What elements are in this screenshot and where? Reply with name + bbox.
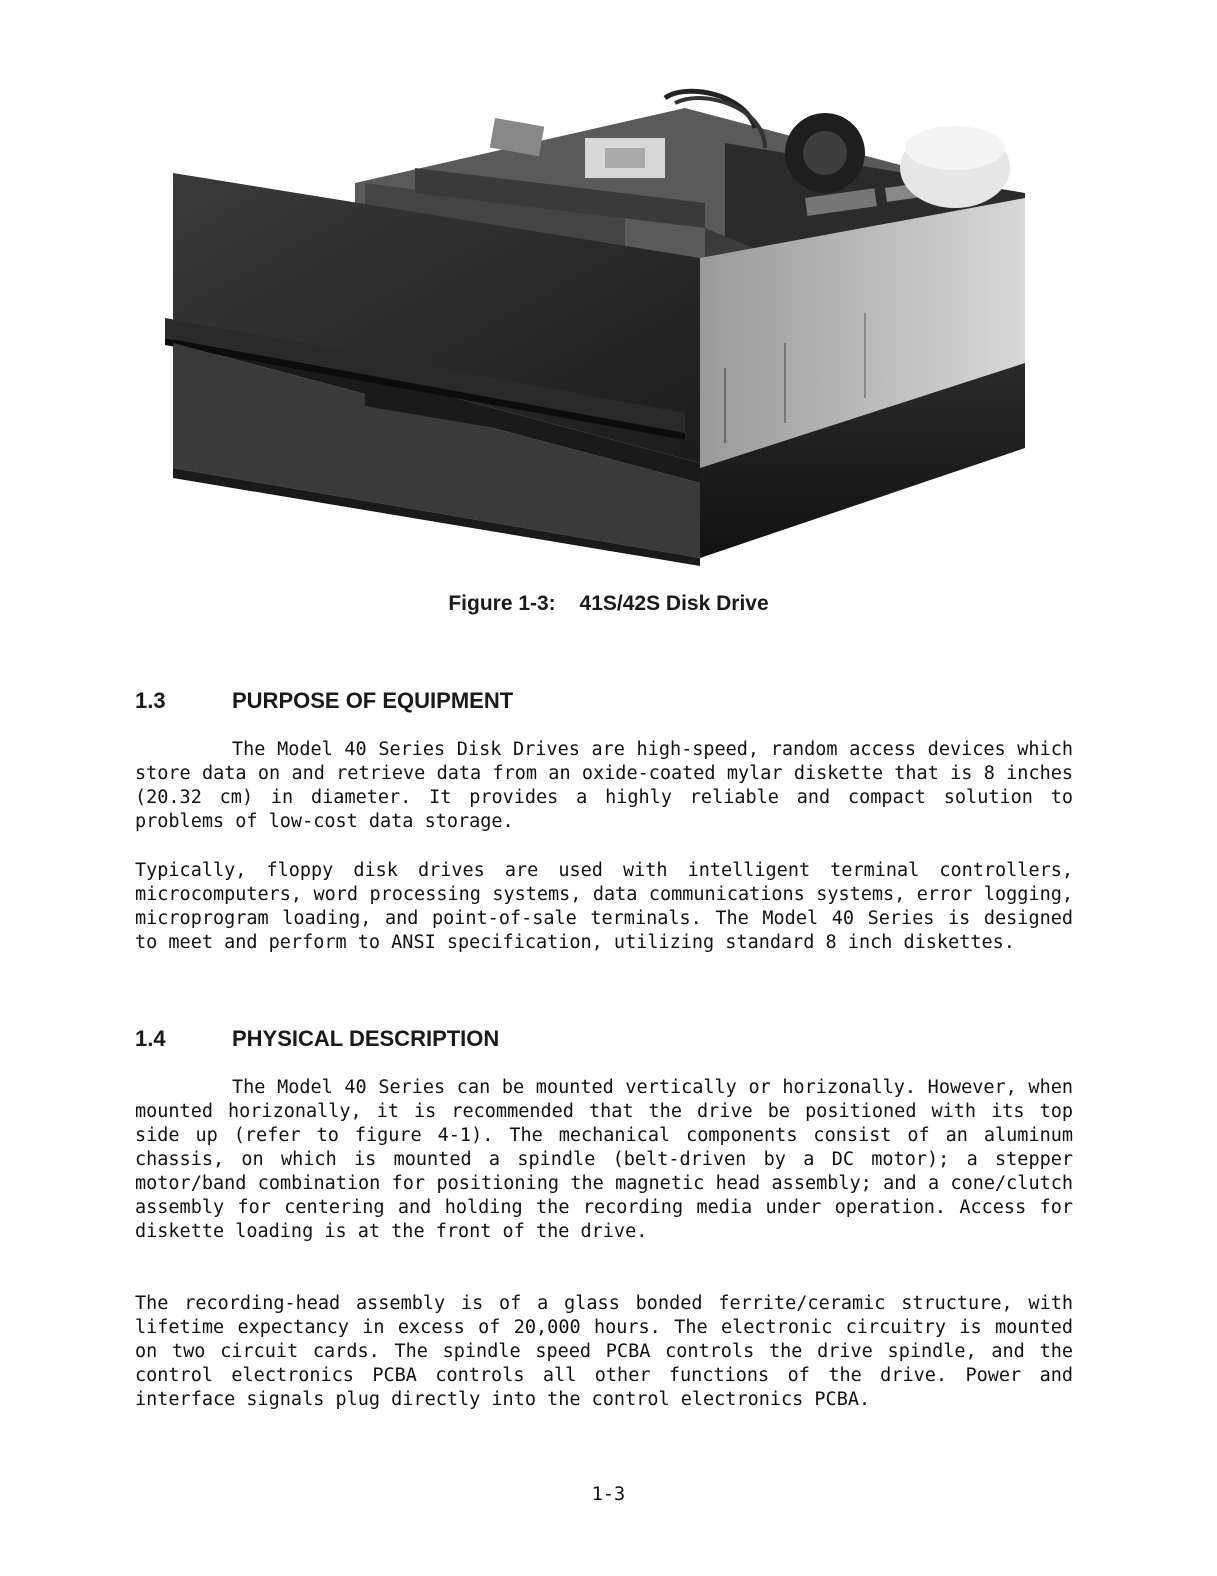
section-heading-physical [135,1026,499,1052]
paragraph-purpose-2: Typically, floppy disk drives are used with intelligent terminal controllers, microcomputers, word processing systems, data communications systems, error logging, microprogram loading, and point-of-sale terminals. The Model 40 Series is designed to meet and perform to ANSI specification, utilizing standard 8 inch diskettes. [135,860,1073,953]
figure-caption [0,592,1217,616]
section-title: PURPOSE OF EQUIPMENT [232,688,514,713]
section-number: 1.4 [135,1026,166,1051]
paragraph-physical-2: The recording-head assembly is of a glass bonded ferrite/ceramic structure, with lifetime expectancy in excess of 20,000 hours. The electronic circuitry is mounted on two circuit cards. The spindle speed PCBA controls the drive spindle, and the control electronics PCBA controls all other functions of the drive. Power and interface signals plug directly into the control electronics PCBA. [135,1293,1073,1410]
figure-caption-number: Figure 1-3: [448,592,556,615]
section-heading-purpose [135,688,513,714]
disk-drive-photo [165,88,1035,566]
page-number: 1-3 [591,1484,626,1505]
paragraph-purpose-1: The Model 40 Series Disk Drives are high-speed, random access devices which store data on and retrieve data from an oxide-coated mylar diskette that is 8 inches (20.32 cm) in diameter. It provides a highly reliable and compact solution to problems of low-cost data storage. [135,739,1073,832]
section-number: 1.3 [135,688,166,713]
disk-drive-illustration [165,88,1035,566]
figure-caption-title: 41S/42S Disk Drive [579,592,769,615]
section-title: PHYSICAL DESCRIPTION [232,1026,500,1051]
paragraph-physical-1: The Model 40 Series can be mounted vertically or horizonally. However, when mounted horizonally, it is recommended that the drive be positioned with its top side up (refer to figure 4-1). The mechanical components consist of an aluminum chassis, on which is mounted a spindle (belt-driven by a DC motor); a stepper motor/band combination for positioning the magnetic head assembly; and a cone/clutch assembly for centering and holding the recording media under operation. Access for diskette loading is at the front of the drive. [135,1077,1073,1242]
